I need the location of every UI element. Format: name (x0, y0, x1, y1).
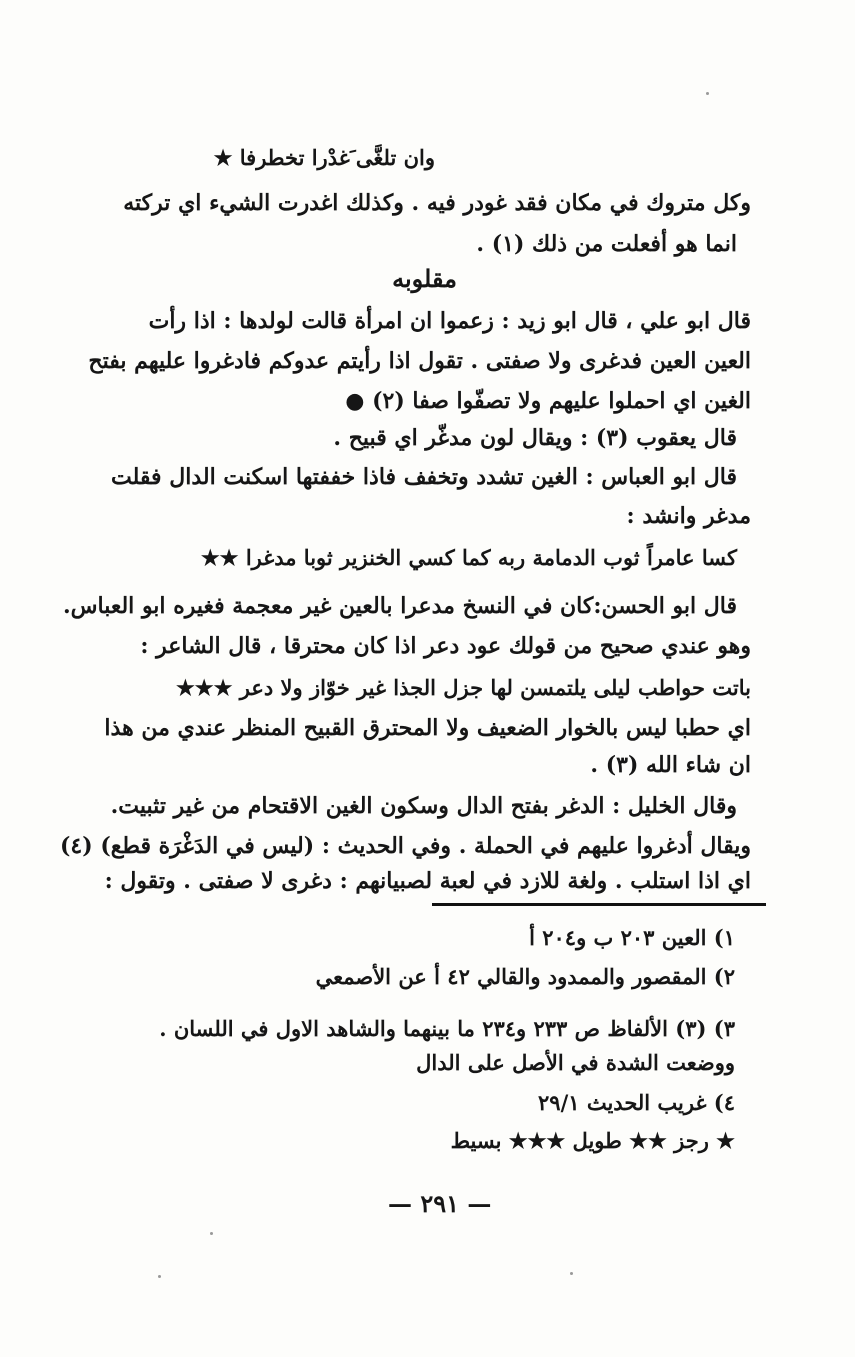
footnote-rule (432, 903, 766, 906)
text-line: قال ابو علي ، قال ابو زيد : زعموا ان امرأة قالت لولدها : اذا رأت (148, 308, 751, 334)
footnote: ١) العين ٢٠٣ ب و٢٠٤ أ (529, 925, 735, 950)
text-line: ان شاء الله (٣) . (590, 752, 751, 778)
text-line: ويقال أدغروا عليهم في الحملة . وفي الحديث : (ليس في الدَغْرَة قطع) (٤) (60, 833, 751, 859)
footnote: ٣) (٣) الألفاظ ص ٢٣٣ و٢٣٤ ما بينهما والشاهد الاول في اللسان . (159, 1016, 735, 1041)
text-line: انما هو أفعلت من ذلك (١) . (476, 231, 737, 257)
footnote: ووضعت الشدة في الأصل على الدال (416, 1050, 735, 1075)
poem-line: باتت حواطب ليلى يلتمسن لها جزل الجذا غير خوّاز ولا دعر ★★★ (175, 675, 751, 700)
scan-speck (210, 1232, 213, 1235)
scan-speck (570, 1272, 573, 1275)
scan-speck (706, 92, 709, 95)
text-line: قال يعقوب (٣) : ويقال لون مدغّر اي قبيح . (333, 425, 737, 451)
section-heading: مقلوبه (392, 264, 457, 293)
footnote: ٢) المقصور والممدود والقالي ٤٢ أ عن الأصمعي (315, 964, 735, 989)
text-line: اي اذا استلب . ولغة للازد في لعبة لصبيانهم : دغرى لا صفتى . وتقول : (104, 868, 751, 894)
text-line: وقال الخليل : الدغر بفتح الدال وسكون الغين الاقتحام من غير تثبيت. (110, 793, 737, 819)
scan-speck (158, 1275, 161, 1278)
text-line: اي حطبا ليس بالخوار الضعيف ولا المحترق القبيح المنظر عندي من هذا (104, 715, 751, 741)
text-line: قال ابو الحسن:كان في النسخ مدعرا بالعين غير معجمة فغيره ابو العباس. (63, 593, 737, 619)
poem-line: كسا عامراً ثوب الدمامة ربه كما كسي الخنزير ثوبا مدغرا ★★ (200, 545, 737, 570)
text-line: وكل متروك في مكان فقد غودر فيه . وكذلك اغدرت الشيء اي تركته (123, 190, 751, 216)
meter-legend: ★ رجز ★★ طويل ★★★ بسيط (450, 1128, 735, 1153)
poem-line: وان تلغَّى َغدْرا تخطرفا ★ (213, 145, 435, 170)
text-line: قال ابو العباس : الغين تشدد وتخفف فاذا خففتها اسكنت الدال فقلت (111, 464, 737, 490)
text-line: العين العين فدغرى ولا صفتى . تقول اذا رأيتم عدوكم فادغروا عليهم بفتح (88, 348, 751, 374)
page-number: — ٢٩١ — (388, 1189, 492, 1218)
text-line: الغين اي احملوا عليهم ولا تصفّوا صفا (٢) ● (345, 388, 751, 414)
text-line: مدغر وانشد : (626, 503, 751, 529)
text-line: وهو عندي صحيح من قولك عود دعر اذا كان محترقا ، قال الشاعر : (140, 633, 751, 659)
footnote: ٤) غريب الحديث ٢٩/١ (538, 1090, 735, 1115)
